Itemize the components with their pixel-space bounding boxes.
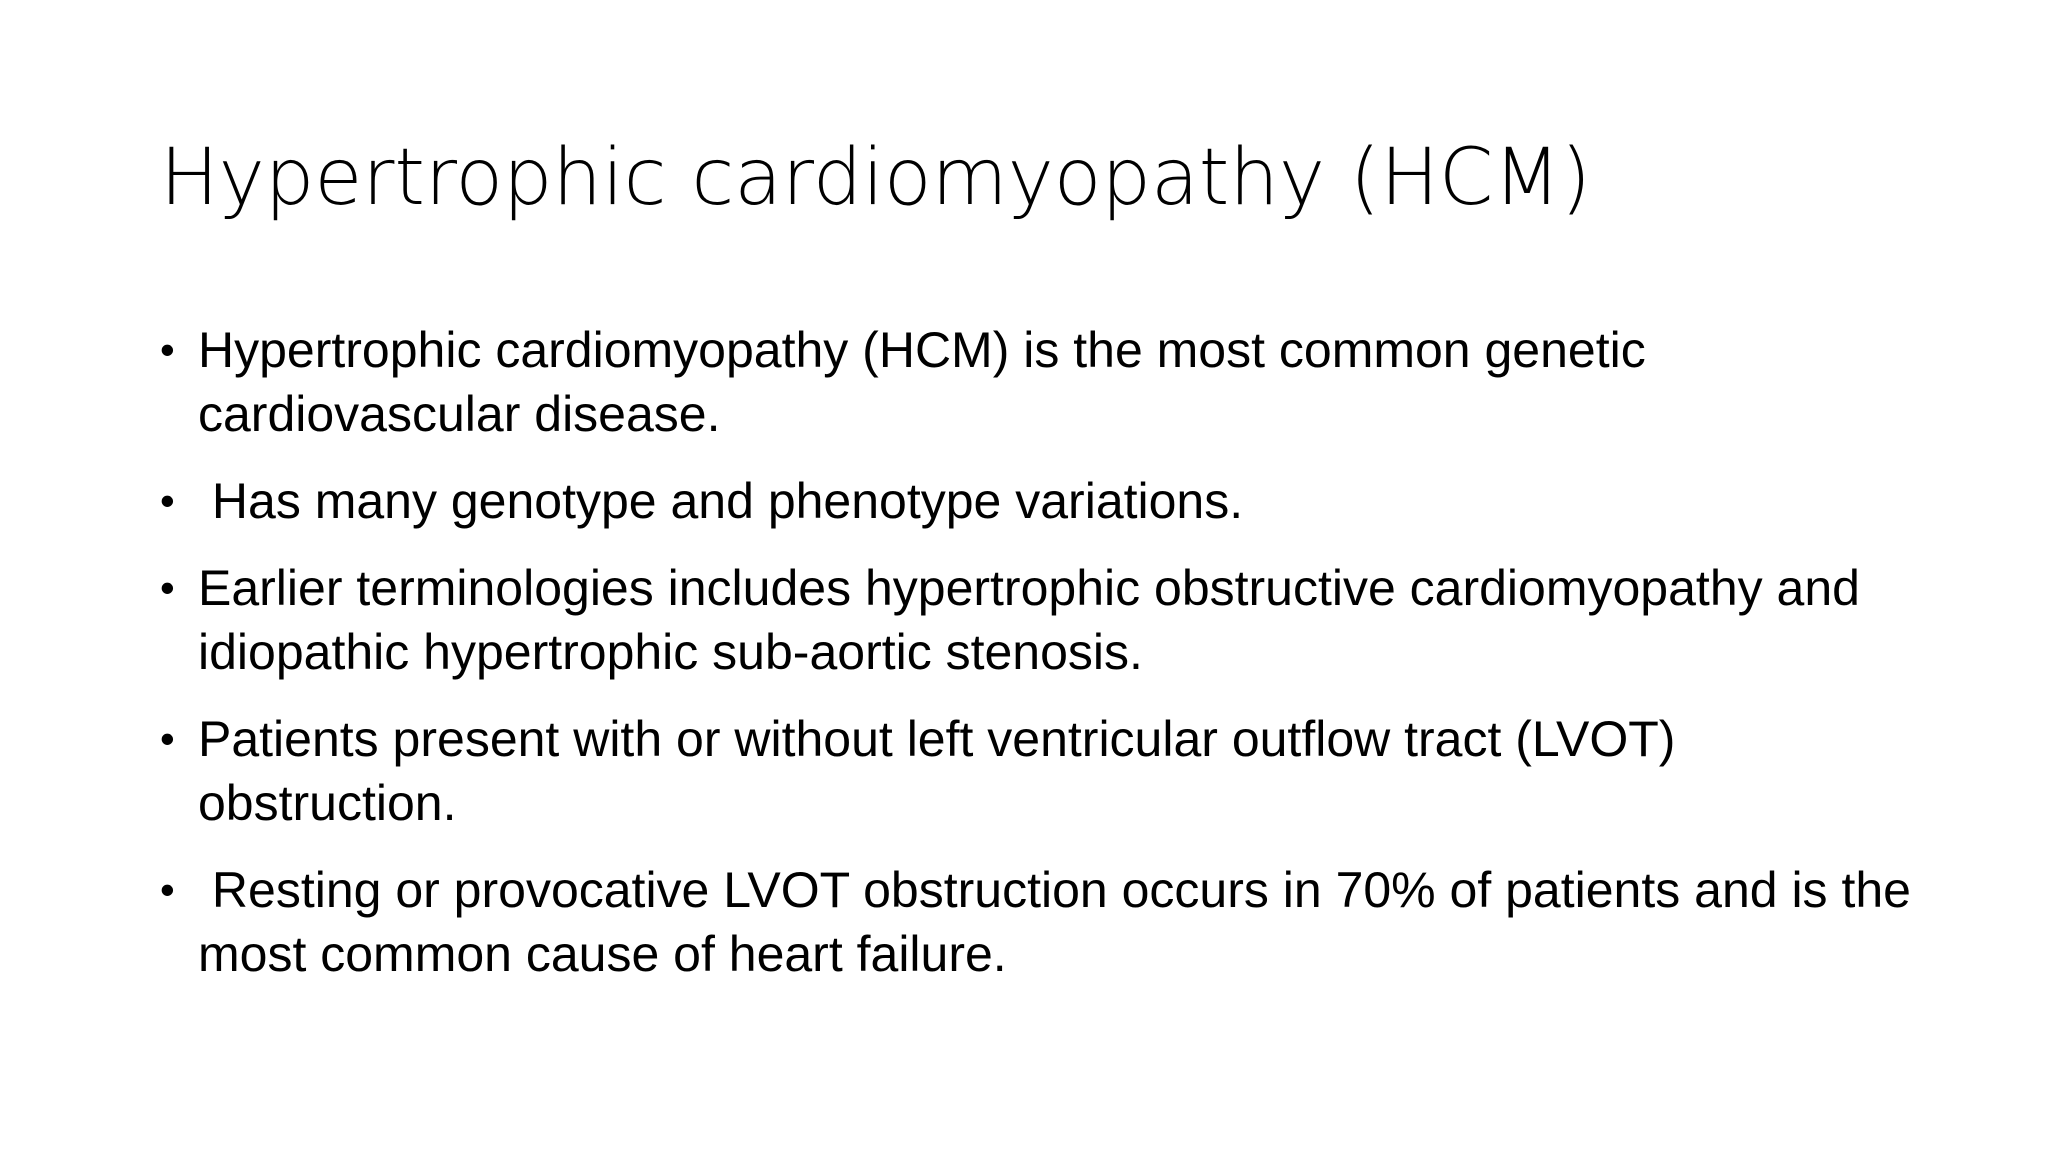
bullet-icon: • — [160, 866, 175, 913]
bullet-icon: • — [160, 564, 175, 611]
bullet-text: Has many genotype and phenotype variations. — [198, 473, 1244, 529]
bullet-text: Patients present with or without left ventricular outflow tract (LVOT) obstruction. — [198, 711, 1676, 831]
bullet-item — [160, 858, 1925, 986]
bullet-icon: • — [160, 326, 175, 373]
slide-title: Hypertrophic cardiomyopathy (HCM) — [160, 133, 1592, 223]
bullet-text: Resting or provocative LVOT obstruction occurs in 70% of patients and is the most common cause of heart failure. — [198, 862, 1925, 982]
bullet-item — [160, 318, 1920, 446]
bullet-item — [160, 469, 1920, 533]
bullet-text: Earlier terminologies includes hypertrophic obstructive cardiomyopathy and idiopathic hypertrophic sub-aortic stenosis. — [198, 560, 1860, 680]
bullet-text: Hypertrophic cardiomyopathy (HCM) is the most common genetic cardiovascular disease. — [198, 322, 1646, 442]
bullet-icon: • — [160, 715, 175, 762]
bullet-item — [160, 556, 1920, 684]
bullet-icon: • — [160, 477, 175, 524]
bullet-list — [160, 318, 1925, 1009]
bullet-item — [160, 707, 1920, 835]
